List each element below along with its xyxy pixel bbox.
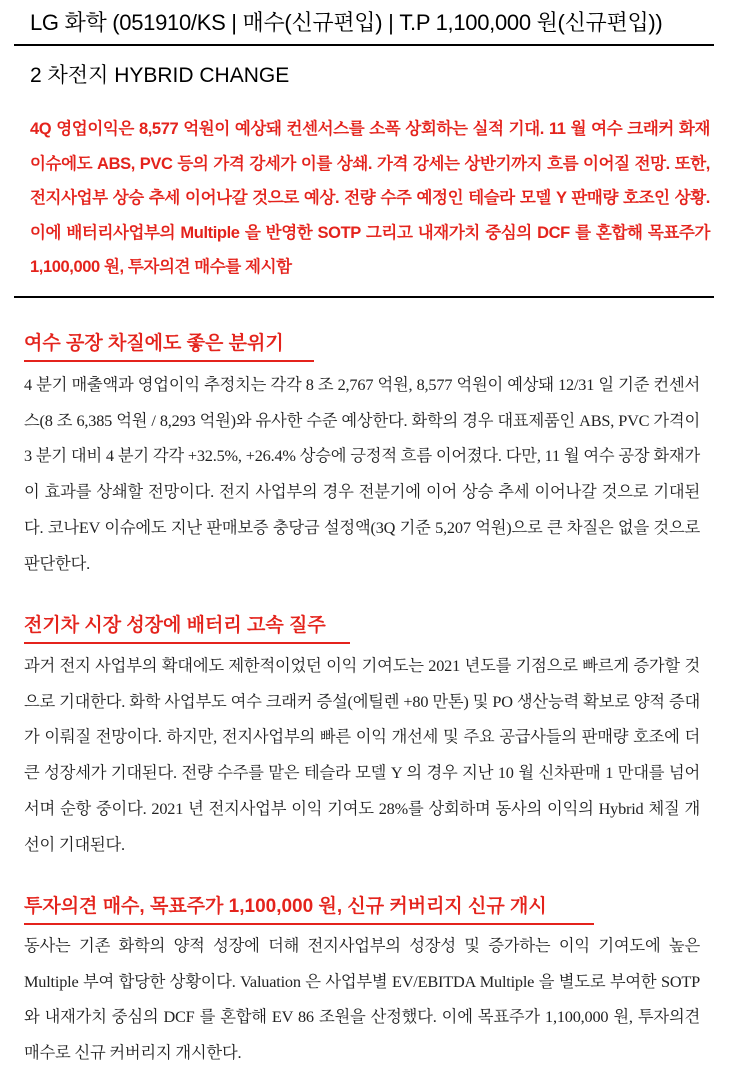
header-divider — [14, 44, 714, 46]
section-heading-1: 여수 공장 차질에도 좋은 분위기 — [24, 330, 314, 362]
report-header-title: LG 화학 (051910/KS | 매수(신규편입) | T.P 1,100,000 원(신규편입)) — [30, 10, 663, 35]
section-heading-3: 투자의견 매수, 목표주가 1,100,000 원, 신규 커버리지 신규 개시 — [24, 893, 594, 925]
summary-divider — [14, 296, 714, 298]
section-body-2: 과거 전지 사업부의 확대에도 제한적이었던 이익 기여도는 2021 년도를 기점으로 빠르게 증가할 것으로 기대한다. 화학 사업부도 여수 크래커 증설(에틸렌 +80 만톤) 및 PO 생산능력 확보로 양적 증대가 이뤄질 전망이다. 하지만, 전지사업부의 빠른 이익 개선세 및 주요 공급사들의 판매량 호조에 더 큰 성장세가 기대된다. 전량 수주를 맡은 테슬라 모델 Y 의 경우 지난 10 월 신차판매 1 만대를 넘어서며 순항 중이다. 2021 년 전지사업부 이익 기여도 28%를 상회하며 동사의 이익의 Hybrid 체질 개선이 기대된다. — [24, 656, 700, 854]
section-heading-2: 전기차 시장 성장에 배터리 고속 질주 — [24, 612, 350, 644]
section-body-3: 동사는 기존 화학의 양적 성장에 더해 전지사업부의 성장성 및 증가하는 이익 기여도에 높은 Multiple 부여 합당한 상황이다. Valuation 은 사업부별 EV/EBITDA Multiple 을 별도로 부여한 SOTP 와 내재가치 중심의 DCF 를 혼합해 EV 86 조원을 산정했다. 이에 목표주가 1,100,000 원, 투자의견 매수로 신규 커버리지 개시한다. — [24, 936, 700, 1063]
report-subtitle: 2 차전지 HYBRID CHANGE — [30, 64, 290, 87]
section-body-1: 4 분기 매출액과 영업이익 추정치는 각각 8 조 2,767 억원, 8,577 억원이 예상돼 12/31 일 기준 컨센서스(8 조 6,385 억원 / 8,293 억원)와 유사한 수준 예상한다. 화학의 경우 대표제품인 ABS, PVC 가격이 3 분기 대비 4 분기 각각 +32.5%, +26.4% 상승에 긍정적 흐름 이어졌다. 다만, 11 월 여수 공장 화재가 이 효과를 상쇄할 전망이다. 전지 사업부의 경우 전분기에 이어 상승 추세 이어나갈 것으로 기대된다. 코나EV 이슈에도 지난 판매보증 충당금 설정액(3Q 기준 5,207 억원)으로 큰 차질은 없을 것으로 판단한다. — [24, 375, 700, 573]
summary-paragraph: 4Q 영업이익은 8,577 억원이 예상돼 컨센서스를 소폭 상회하는 실적 기대. 11 월 여수 크래커 화재 이슈에도 ABS, PVC 등의 가격 강세가 이를 상쇄. 가격 강세는 상반기까지 흐름 이어질 전망. 또한, 전지사업부 상승 추세 이어나갈 것으로 예상. 전량 수주 예정인 테슬라 모델 Y 판매량 호조인 상황. 이에 배터리사업부의 Multiple 을 반영한 SOTP 그리고 내재가치 중심의 DCF 를 혼합해 목표주가 1,100,000 원, 투자의견 매수를 제시함 — [30, 120, 710, 276]
